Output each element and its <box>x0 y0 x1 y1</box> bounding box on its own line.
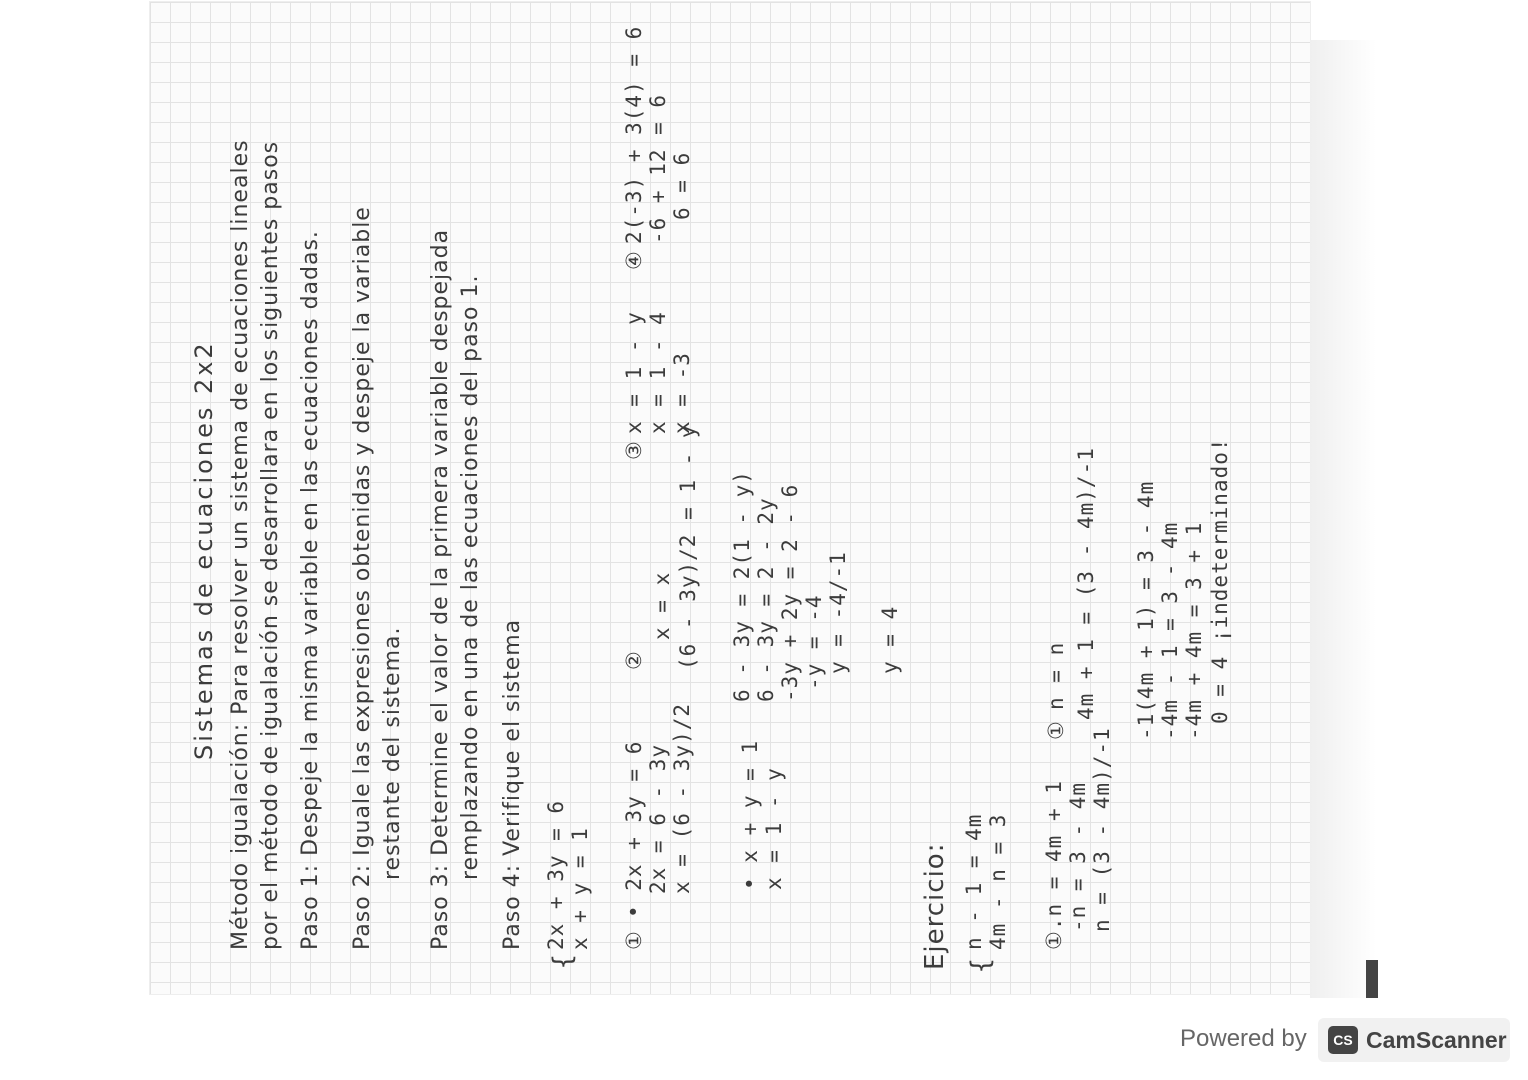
step2-line: -3y + 2y = 2 - 6 <box>778 483 802 702</box>
ej-step1b-line: -4m - 1 = 3 - 4m <box>1158 521 1182 740</box>
step1-line: x = (6 - 3y)/2 <box>670 702 694 894</box>
step2-line: (6 - 3y)/2 = 1 - y <box>676 424 700 670</box>
intro-line-2: por el método de igualación se desarrollara en los siguientes pasos <box>258 140 283 950</box>
ejercicio-eq-2: 4m - n = 3 <box>986 813 1010 950</box>
notes-title: Sistemas de ecuaciones 2x2 <box>190 340 218 760</box>
step3-line: x = 1 - 4 <box>646 311 670 434</box>
paso-3-a: Paso 3: Determine el valor de la primera variable despejada <box>428 228 453 950</box>
step2-line: -y = -4 <box>802 594 826 690</box>
camscanner-brand: CamScanner <box>1366 1027 1507 1053</box>
system-brace: { <box>548 952 578 970</box>
ejercicio-title: Ejercicio: <box>920 842 950 970</box>
system-eq-2: x + y = 1 <box>568 827 592 950</box>
step3-label: ③ <box>622 440 646 460</box>
camscanner-logo-icon: CS <box>1328 1026 1358 1054</box>
step1-line: • 2x + 3y = 6 <box>622 740 646 918</box>
step3-line: x = 1 - y <box>622 311 646 434</box>
ej-step1-line: -n = 3 - 4m <box>1066 781 1090 932</box>
step4-line: 6 = 6 <box>670 151 694 220</box>
ej-step1b-label: ① <box>1044 720 1068 740</box>
ej-step1b-line: n = n <box>1044 641 1068 710</box>
step1-line: 2x = 6 - 3y <box>646 743 670 894</box>
step1-line: x = 1 - y <box>762 767 786 890</box>
ej-step1b-line: -1(4m + 1) = 3 - 4m <box>1134 480 1158 740</box>
powered-by-text: Powered by <box>1180 1025 1307 1052</box>
step3-line: x = -3 <box>670 352 694 434</box>
ej-step1-line: n = (3 - 4m)/-1 <box>1090 727 1114 932</box>
step2-line: y = -4/-1 <box>826 551 850 674</box>
page-corner <box>1366 960 1378 998</box>
paso-2-a: Paso 2: Iguale las expresiones obtenidas y despeje la variable <box>350 206 375 950</box>
step2-line: 6 - 3y = 2(1 - y) <box>730 470 754 702</box>
system-eq-1: 2x + 3y = 6 <box>544 799 568 950</box>
step4-label: ④ <box>622 250 646 270</box>
step4-line: 2(-3) + 3(4) = 6 <box>622 25 646 244</box>
step2-line: y = 4 <box>878 605 902 674</box>
paso-1: Paso 1: Despeje la misma variable en las ecuaciones dadas. <box>298 230 323 950</box>
paso-2-b: restante del sistema. <box>380 626 405 880</box>
ej-step1-line: ①.n = 4m + 1 <box>1042 780 1066 950</box>
step1-line: • x + y = 1 <box>738 739 762 890</box>
step2-line: x = x <box>650 571 674 640</box>
ej-step1b-line: 0 = 4 ¡indeterminado! <box>1208 437 1232 724</box>
intro-line-1: Método igualación: Para resolver un sistema de ecuaciones lineales <box>228 139 253 950</box>
ejercicio-eq-1: n - 1 = 4m <box>962 813 986 950</box>
step4-line: -6 + 12 = 6 <box>646 93 670 244</box>
ej-step1b-line: 4m + 1 = (3 - 4m)/-1 <box>1074 447 1098 720</box>
step2-line: 6 - 3y = 2 - 2y <box>754 497 778 702</box>
ej-step1b-line: -4m + 4m = 3 + 1 <box>1182 521 1206 740</box>
step1-label: ① <box>622 930 646 950</box>
paso-4: Paso 4: Verifique el sistema <box>500 618 525 950</box>
paso-3-b: remplazando en una de las ecuaciones del paso 1. <box>458 274 483 880</box>
handwritten-notes <box>170 0 1330 990</box>
ejercicio-brace: { <box>966 956 996 974</box>
step2-label: ② <box>622 650 646 670</box>
